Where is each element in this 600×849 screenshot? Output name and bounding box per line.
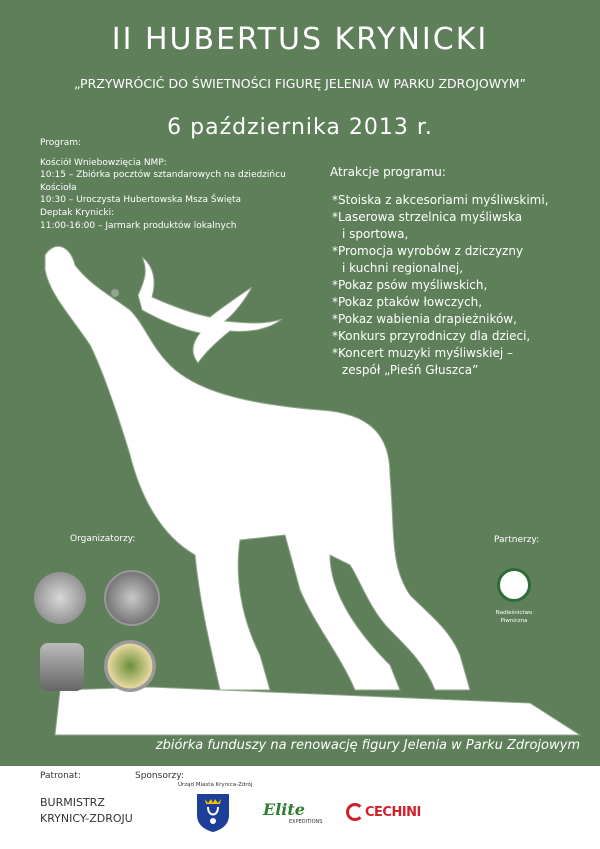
- organizer-badge-icon: [34, 572, 86, 624]
- sponsor-elite-name: Elite: [263, 800, 305, 819]
- program-block: [40, 137, 320, 232]
- attraction-item: *Konkurs przyrodniczy dla dzieci,: [332, 329, 531, 343]
- program-line: 10:30 – Uroczysta Hubertowska Msza Święta: [40, 195, 241, 206]
- program-line: Deptak Krynicki:: [40, 207, 115, 218]
- program-line: Kościół Wniebowzięcia NMP:: [40, 157, 167, 168]
- attraction-item: *Pokaz wabienia drapieżników,: [332, 312, 517, 326]
- sponsor-caption: Urząd Miasta Krynica-Zdrój: [178, 782, 253, 788]
- attraction-item: *Stoiska z akcesoriami myśliwskimi,: [332, 193, 549, 207]
- event-date: 6 października 2013 r.: [167, 115, 433, 140]
- patron-name: [40, 795, 133, 827]
- attraction-item: *Pokaz psów myśliwskich,: [332, 278, 488, 292]
- program-line: 10:15 – Zbiórka pocztów sztandarowych na dziedzińcu Kościoła: [40, 170, 286, 193]
- program-label: Program:: [40, 138, 82, 148]
- sponsor-elite-sub: EXPEDITIONS: [289, 819, 323, 825]
- attraction-item: *Pokaz ptaków łowczych,: [332, 295, 483, 309]
- cechini-swirl-icon: [346, 803, 364, 821]
- organizer-badge-icon: [40, 643, 84, 691]
- attractions-block: [330, 164, 590, 379]
- sponsor-elite-logo: [263, 800, 305, 819]
- event-subtitle: „PRZYWRÓCIĆ DO ŚWIETNOŚCI FIGURĘ JELENIA W PARKU ZDROJOWYM”: [74, 76, 526, 91]
- patronage-label: Patronat:: [40, 771, 81, 781]
- patron-line: BURMISTRZ: [40, 796, 105, 809]
- program-line: 11:00-16:00 – Jarmark produktów lokalnych: [40, 220, 237, 231]
- event-title: II HUBERTUS KRYNICKI: [111, 22, 489, 57]
- organizer-badge-icon: [104, 570, 160, 626]
- attraction-item: *Promocja wyrobów z dziczyzny: [332, 244, 524, 258]
- forestry-logo-icon: [497, 568, 531, 602]
- attraction-item: i kuchni regionalnej,: [342, 261, 464, 275]
- sponsor-cechini-name: CECHINI: [365, 804, 421, 820]
- attraction-item: *Laserowa strzelnica myśliwska: [332, 210, 523, 224]
- coat-of-arms-icon: [196, 793, 230, 833]
- attractions-heading: Atrakcje programu:: [330, 165, 446, 179]
- attraction-item: *Koncert muzyki myśliwskiej –: [332, 346, 514, 360]
- partner-line: Nadleśnictwo: [495, 610, 533, 616]
- sponsors-label: Sponsorzy:: [135, 771, 184, 781]
- partners-label: Partnerzy:: [494, 535, 540, 545]
- attraction-item: zespół „Pieśń Głuszca”: [342, 363, 479, 377]
- attraction-item: i sportowa,: [342, 227, 409, 241]
- organizers-label: Organizatorzy:: [70, 534, 136, 544]
- partner-name: [486, 609, 542, 625]
- sponsor-cechini-logo: [346, 803, 421, 821]
- partner-line: Piwniczna: [500, 618, 528, 624]
- organizer-badge-icon: [104, 640, 156, 692]
- fundraising-text: zbiórka funduszy na renowację figury Jelenia w Parku Zdrojowym: [155, 738, 580, 753]
- patron-line: KRYNICY-ZDROJU: [40, 812, 133, 825]
